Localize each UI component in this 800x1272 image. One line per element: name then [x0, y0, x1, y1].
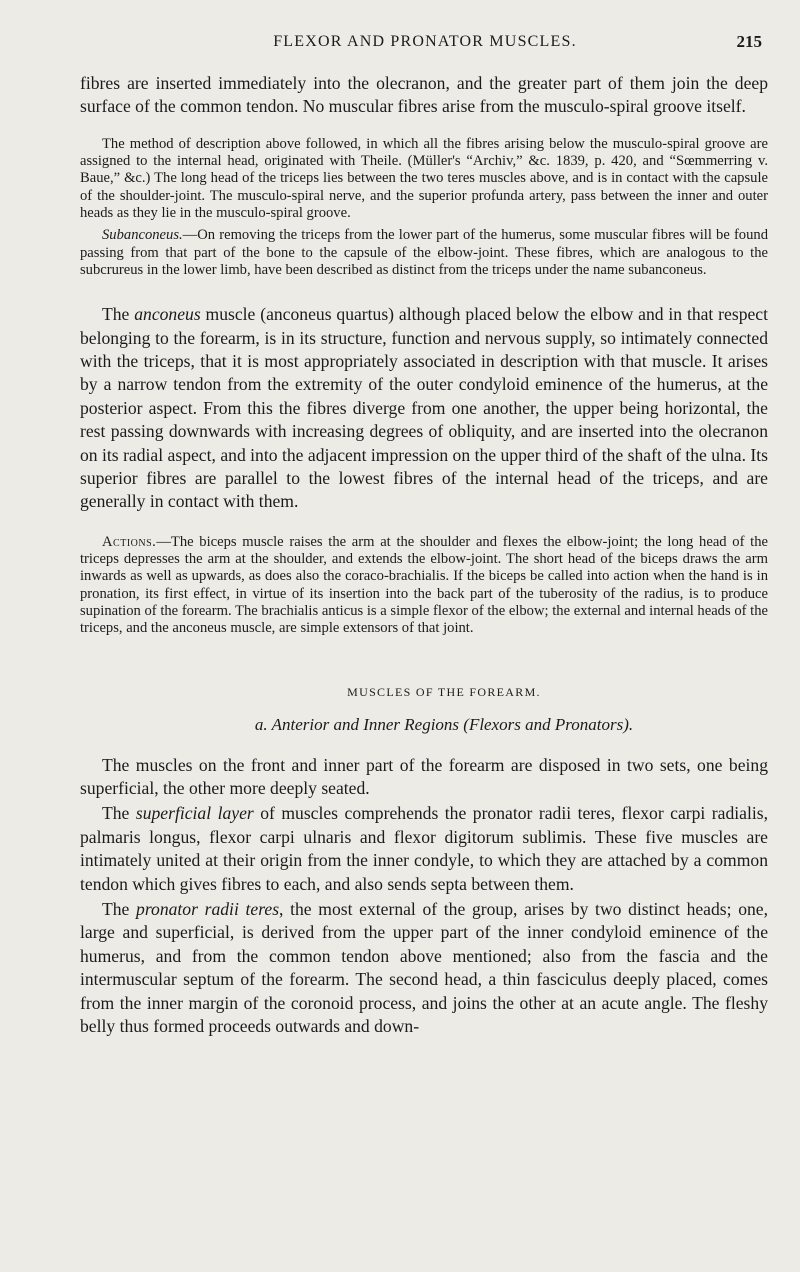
section-heading: MUSCLES OF THE FOREARM. — [347, 684, 541, 699]
running-title: FLEXOR AND PRONATOR MUSCLES. — [273, 33, 577, 50]
paragraph-actions — [80, 534, 768, 638]
pronator-text: , the most external of the group, arises by two distinct heads; one, large and superficial, is derived from the upper part of the inner condyloid eminence of the humerus, and from the common tendon above mentioned; also from the fascia and the intermuscular septum of the forearm. The second head, a thin fasciculus deeply placed, comes from the inner margin of the coronoid process, and joins the other at an acute angle. The fleshy belly thus formed proceeds outwards and down- — [80, 899, 768, 1037]
term-actions: Actions. — [102, 533, 157, 550]
superficial-intro: The — [102, 803, 136, 824]
page-header — [80, 32, 770, 54]
term-pronator-radii-teres: pronator radii teres — [136, 899, 280, 920]
page-body — [80, 72, 768, 1039]
subanconeus-text: —On removing the triceps from the lower part of the humerus, some muscular fibres will be found passing from that part of the bone to the capsule of the elbow-joint. These fibres, which are analogous to the subcrureus in the lower limb, have been described as distinct from the triceps under the name subanconeus. — [80, 227, 768, 278]
superficial-text: of muscles comprehends the pronator radii teres, flexor carpi radialis, palmaris longus, flexor carpi ulnaris and flexor digitorum sublimis. These five muscles are intimately united at their origin from the inner condyle, to which they are attached by a common tendon which gives fibres to each, and also sends septa between them. — [80, 803, 768, 894]
page-number: 215 — [736, 32, 762, 51]
term-superficial-layer: superficial layer — [135, 803, 254, 824]
actions-text: —The biceps muscle raises the arm at the shoulder and flexes the elbow-joint; the long head of the triceps depresses the arm at the shoulder, and extends the elbow-joint. The short head of the biceps draws the arm inwards as well as upwards, as does also the coraco-brachialis. If the biceps be called into action when the hand is in pronation, its first effect, in virtue of its insertion into the back part of the tuberosity of the radius, is to produce supination of the forearm. The brachialis anticus is a simple flexor of the elbow; the external and internal heads of the triceps, and the anconeus muscle, are simple extensors of that joint. — [80, 533, 768, 637]
anconeus-intro: The — [102, 304, 135, 325]
pronator-intro: The — [102, 899, 137, 920]
paragraph-olecranon-insertion: fibres are inserted immediately into the olecranon, and the greater part of them join the deep surface of the common tendon. No muscular fibres arise from the musculo-spiral groove itself. — [80, 73, 768, 117]
paragraph-method-of-description: The method of description above followed, in which all the fibres arising below the musculo-spiral groove are assigned to the internal head, originated with Theile. (Müller's “Archiv,” &c. 1839, p. 420, and “Sœmmerring v. Baue,” &c.) The long head of the triceps lies between the two teres muscles above, and is in contact with the capsule of the shoulder-joint. The musculo-spiral nerve, and the superior profunda artery, pass between the inner and outer heads as they lie in the musculo-spiral groove. — [80, 135, 768, 221]
paragraph-pronator-radii-teres — [80, 898, 768, 1038]
subsection-heading: a. Anterior and Inner Regions (Flexors and Pronators). — [254, 714, 634, 734]
paragraph-two-sets: The muscles on the front and inner part of the forearm are disposed in two sets, one being superficial, the other more deeply seated. — [80, 754, 768, 799]
anconeus-text: muscle (anconeus quartus) although placed below the elbow and in that respect belonging to the forearm, is in its structure, function and nervous supply, so intimately connected with the triceps, that it is most appropriately associated in description with that muscle. It arises by a narrow tendon from the extremity of the outer condyloid eminence of the humerus, at the posterior aspect. From this the fibres diverge from one another, the upper being horizontal, the rest passing downwards with increasing degrees of obliquity, and are inserted into the olecranon on its radial aspect, and into the adjacent impression on the upper third of the shaft of the ulna. Its superior fibres are parallel to the lowest fibres of the internal head of the triceps, and are generally in contact with them. — [80, 304, 768, 512]
term-anconeus: anconeus — [134, 304, 201, 325]
paragraph-anconeus — [80, 303, 768, 514]
paragraph-superficial-layer — [80, 802, 768, 896]
term-subanconeus: Subanconeus. — [102, 227, 183, 244]
paragraph-subanconeus — [80, 227, 768, 279]
